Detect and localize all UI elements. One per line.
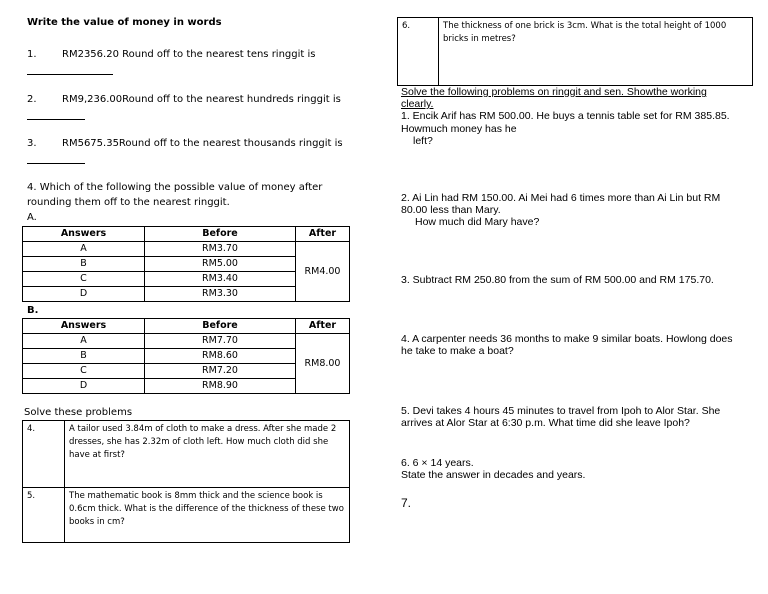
problem-5-text: The mathematic book is 8mm thick and the science book is 0.6cm thick. What is the difference of the thickness of these two books in cm? <box>65 488 350 543</box>
problem-4-text: A tailor used 3.84m of cloth to make a dress. After she made 2 dresses, she has 2.32m of cloth left. How much cloth did she have at first? <box>65 421 350 488</box>
before-cell: RM7.20 <box>145 364 296 379</box>
answer-cell: C <box>23 364 145 379</box>
instruction-line-1: Solve the following problems on ringgit and sen. Showthe working <box>401 86 707 98</box>
ringgit-problem-1-line-3: left? <box>413 135 433 147</box>
ringgit-problem-4-line-1: 4. A carpenter needs 36 months to make 9 similar boats. Howlong does <box>401 333 733 345</box>
problem-row <box>23 488 350 543</box>
problems-table <box>22 420 350 543</box>
question-1-number: 1. <box>27 49 37 60</box>
problem-row <box>23 421 350 488</box>
after-cell: RM4.00 <box>296 242 350 302</box>
problem-7-number: 7. <box>401 496 412 510</box>
question-3-text: RM5675.35Round off to the nearest thousands ringgit is <box>62 138 343 149</box>
problem-5-number: 5. <box>23 488 65 543</box>
question-2-text: RM9,236.00Round off to the nearest hundreds ringgit is <box>62 94 341 105</box>
problem-6-text: The thickness of one brick is 3cm. What is the total height of 1000 bricks in metres? <box>439 18 753 86</box>
before-cell: RM8.60 <box>145 349 296 364</box>
ringgit-problem-5-line-2: arrives at Alor Star at 6:30 p.m. What time did she leave Ipoh? <box>401 417 690 429</box>
before-cell: RM3.30 <box>145 287 296 302</box>
ringgit-problem-4-line-2: he take to make a boat? <box>401 345 514 357</box>
ringgit-problem-2-line-3: How much did Mary have? <box>415 216 540 228</box>
problem-row <box>398 18 753 86</box>
table-b-label: B. <box>27 305 39 316</box>
answer-cell: D <box>23 287 145 302</box>
table-header-after: After <box>296 227 350 242</box>
instruction-line-2: clearly. <box>401 98 434 110</box>
rounding-table-a <box>22 226 350 302</box>
before-cell: RM3.40 <box>145 272 296 287</box>
table-row <box>23 242 350 257</box>
table-header-after: After <box>296 319 350 334</box>
table-a-label: A. <box>27 212 37 223</box>
table-header-answers: Answers <box>23 319 145 334</box>
before-cell: RM7.70 <box>145 334 296 349</box>
ringgit-problem-3: 3. Subtract RM 250.80 from the sum of RM 500.00 and RM 175.70. <box>401 274 714 286</box>
problem-6-years-line-1: 6. 6 × 14 years. <box>401 457 474 469</box>
answer-blank-1[interactable] <box>27 62 113 75</box>
question-4-line-2: rounding them off to the nearest ringgit. <box>27 197 230 208</box>
answer-blank-3[interactable] <box>27 151 85 164</box>
answer-cell: B <box>23 349 145 364</box>
problem-4-number: 4. <box>23 421 65 488</box>
before-cell: RM3.70 <box>145 242 296 257</box>
before-cell: RM8.90 <box>145 379 296 394</box>
question-2-number: 2. <box>27 94 37 105</box>
answer-blank-2[interactable] <box>27 107 85 120</box>
worksheet-heading: Write the value of money in words <box>27 17 222 28</box>
ringgit-problem-1-line-1: 1. Encik Arif has RM 500.00. He buys a tennis table set for RM 385.85. <box>401 110 730 122</box>
answer-cell: A <box>23 334 145 349</box>
problem-6-years-line-2: State the answer in decades and years. <box>401 469 586 481</box>
solve-problems-heading: Solve these problems <box>24 407 133 418</box>
before-cell: RM5.00 <box>145 257 296 272</box>
rounding-table-b <box>22 318 350 394</box>
ringgit-problem-2-line-2: 80.00 less than Mary. <box>401 204 501 216</box>
after-cell: RM8.00 <box>296 334 350 394</box>
ringgit-problem-2-line-1: 2. Ai Lin had RM 150.00. Ai Mei had 6 times more than Ai Lin but RM <box>401 192 721 204</box>
answer-cell: C <box>23 272 145 287</box>
table-header-answers: Answers <box>23 227 145 242</box>
answer-cell: B <box>23 257 145 272</box>
question-3-number: 3. <box>27 138 37 149</box>
answer-cell: A <box>23 242 145 257</box>
question-4-line-1: 4. Which of the following the possible value of money after <box>27 182 323 193</box>
table-header-before: Before <box>145 227 296 242</box>
problem-6-table <box>397 17 753 86</box>
answer-cell: D <box>23 379 145 394</box>
problem-6-number: 6. <box>398 18 439 86</box>
ringgit-problem-5-line-1: 5. Devi takes 4 hours 45 minutes to travel from Ipoh to Alor Star. She <box>401 405 721 417</box>
table-row <box>23 334 350 349</box>
question-1-text: RM2356.20 Round off to the nearest tens ringgit is <box>62 49 316 60</box>
table-header-before: Before <box>145 319 296 334</box>
ringgit-problem-1-line-2: Howmuch money has he <box>401 123 517 135</box>
